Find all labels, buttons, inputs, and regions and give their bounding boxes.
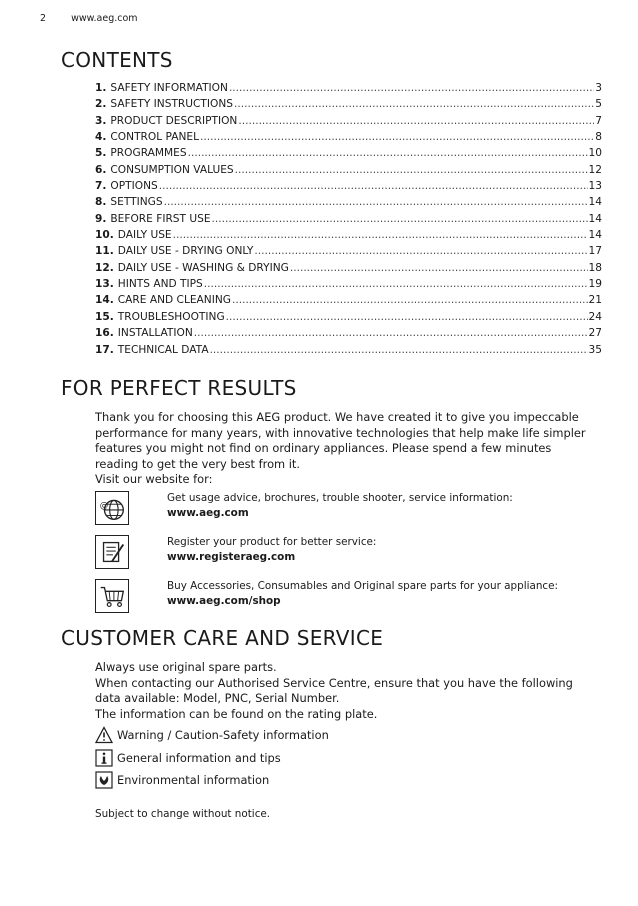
svg-text:@: @ [99,500,109,510]
toc-number: 11. [95,245,114,258]
toc-title: CONTROL PANEL [110,131,199,144]
toc-row[interactable] [95,180,602,196]
toc-row[interactable] [95,196,602,212]
toc-title: PROGRAMMES [110,147,187,160]
toc-title: TECHNICAL DATA [117,343,209,356]
toc-number: 2. [95,98,107,111]
web-link-row [95,579,605,617]
contents-heading: CONTENTS [61,48,173,72]
legend-text: Warning / Caution-Safety information [117,728,329,742]
toc-title: TROUBLESHOOTING [117,310,225,323]
globe-icon [95,491,129,525]
care-line: When contacting our Authorised Service Centre, ensure that you have the following data available: Model, PNC, Serial Number. [95,675,573,705]
perfect-results-heading: FOR PERFECT RESULTS [61,376,297,400]
link-description: Buy Accessories, Consumables and Original spare parts for your appliance: [167,580,559,592]
toc-page: 7 [595,114,602,127]
toc-leader-dots [232,294,588,306]
toc-leader-dots [229,82,594,94]
toc-row[interactable] [95,164,602,180]
toc-leader-dots [188,147,588,159]
toc-leader-dots [159,180,588,192]
toc-row[interactable] [95,82,602,98]
toc-number: 12. [95,261,114,274]
toc-title: SAFETY INFORMATION [110,82,228,94]
toc-number: 9. [95,212,107,225]
toc-number: 17. [95,343,114,356]
toc-row[interactable] [95,311,602,327]
link-url[interactable]: www.aeg.com [167,507,249,519]
toc-row[interactable] [95,229,602,245]
toc-title: INSTALLATION [117,327,193,340]
toc-leader-dots [235,164,588,176]
toc-row[interactable] [95,213,602,229]
toc-page: 3 [595,82,602,94]
toc-leader-dots [212,213,588,225]
link-url[interactable]: www.registeraeg.com [167,551,296,563]
toc-number: 14. [95,294,114,307]
toc-number: 13. [95,278,114,291]
toc-row[interactable] [95,245,602,261]
link-description: Get usage advice, brochures, trouble shooter, service information: [167,492,513,504]
legend-text: Environmental information [117,773,270,787]
toc-page: 19 [588,278,602,291]
toc-title: OPTIONS [110,180,158,193]
environment-icon [95,771,113,789]
toc-page: 21 [588,294,602,307]
toc-row[interactable] [95,294,602,310]
toc-row[interactable] [95,115,602,131]
toc-page: 17 [588,245,602,258]
toc-leader-dots [200,131,594,143]
toc-page: 8 [595,131,602,144]
toc-number: 16. [95,327,114,340]
table-of-contents [95,82,602,360]
visit-text: Visit our website for: [95,472,213,486]
toc-page: 27 [588,327,602,340]
toc-page: 24 [588,310,602,323]
perfect-results-intro [95,410,595,488]
customer-care-heading: CUSTOMER CARE AND SERVICE [61,626,384,650]
toc-row[interactable] [95,344,602,360]
toc-leader-dots [290,262,588,274]
link-url[interactable]: www.aeg.com/shop [167,595,281,607]
toc-number: 15. [95,310,114,323]
info-icon [95,749,113,767]
toc-page: 12 [588,163,602,176]
toc-page: 35 [588,343,602,356]
legend-warning [95,725,329,745]
toc-title: DAILY USE - DRYING ONLY [117,245,254,258]
toc-leader-dots [194,327,588,339]
toc-number: 6. [95,163,107,176]
toc-leader-dots [226,311,588,323]
toc-row[interactable] [95,98,602,114]
legend-info [95,748,281,768]
toc-number: 7. [95,180,107,193]
web-link-row [95,491,605,529]
toc-title: DAILY USE - WASHING & DRYING [117,261,289,274]
toc-title: PRODUCT DESCRIPTION [110,114,238,127]
warning-icon [95,726,113,744]
toc-leader-dots [234,98,594,110]
care-line: The information can be found on the rating plate. [95,706,378,721]
toc-page: 14 [588,196,602,209]
toc-page: 5 [595,98,602,111]
toc-leader-dots [210,344,588,356]
toc-page: 14 [588,229,602,242]
toc-title: SETTINGS [110,196,163,209]
header-site[interactable]: www.aeg.com [71,13,138,24]
toc-row[interactable] [95,147,602,163]
toc-page: 13 [588,180,602,193]
toc-row[interactable] [95,262,602,278]
toc-title: SAFETY INSTRUCTIONS [110,98,234,111]
page-number: 2 [40,13,47,24]
toc-leader-dots [254,245,587,257]
care-line: Always use original spare parts. [95,660,277,674]
toc-title: CARE AND CLEANING [117,294,231,307]
toc-row[interactable] [95,327,602,343]
toc-number: 5. [95,147,107,160]
change-notice: Subject to change without notice. [95,808,271,820]
toc-number: 4. [95,131,107,144]
web-link-row [95,535,605,573]
toc-number: 8. [95,196,107,209]
toc-leader-dots [173,229,588,241]
toc-leader-dots [164,196,588,208]
toc-title: BEFORE FIRST USE [110,212,211,225]
toc-leader-dots [238,115,594,127]
toc-title: CONSUMPTION VALUES [110,163,234,176]
register-form-icon [95,535,129,569]
legend-environment [95,770,269,790]
toc-page: 14 [588,212,602,225]
page-header [40,13,138,24]
link-description: Register your product for better service: [167,536,377,548]
toc-number: 3. [95,114,107,127]
toc-page: 10 [588,147,602,160]
toc-row[interactable] [95,131,602,147]
legend-text: General information and tips [117,751,281,765]
toc-row[interactable] [95,278,602,294]
toc-title: DAILY USE [117,229,172,242]
toc-number: 1. [95,82,107,94]
toc-title: HINTS AND TIPS [117,278,203,291]
toc-leader-dots [204,278,588,290]
toc-page: 18 [588,261,602,274]
customer-care-text [95,660,595,722]
toc-number: 10. [95,229,114,242]
shopping-cart-icon [95,579,129,613]
intro-text: Thank you for choosing this AEG product. We have created it to give you impeccable performance for many years, with innovative technologies that help make life simpler features you might not find on ordinary appliances. Please spend a few minutes reading to get the very best from it. [95,410,586,471]
